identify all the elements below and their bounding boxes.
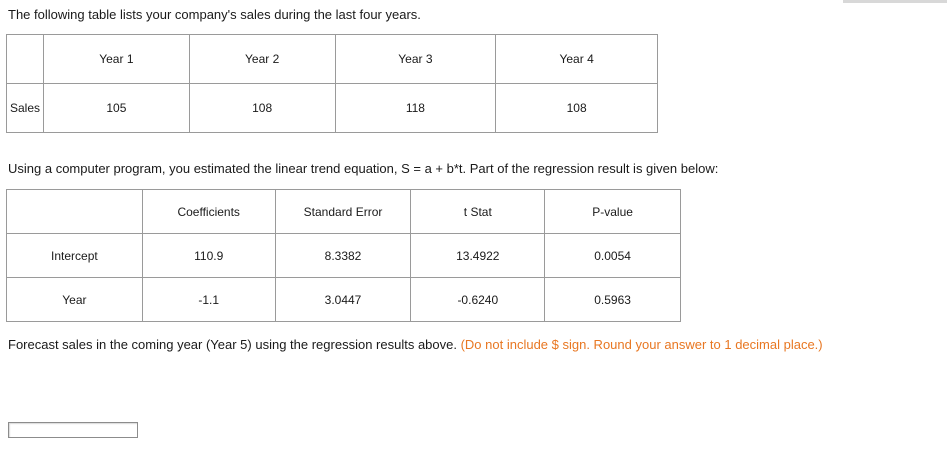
top-scroll-indicator [843, 0, 947, 3]
sales-value-year-2: 108 [189, 84, 335, 133]
sales-value-year-4: 108 [496, 84, 658, 133]
question-main-text: Forecast sales in the coming year (Year 5) using the regression results above. [8, 337, 461, 352]
regression-row-label: Year [7, 278, 143, 322]
sales-row-label: Sales [7, 84, 44, 133]
answer-input[interactable] [8, 422, 138, 438]
sales-header-year-3: Year 3 [335, 35, 496, 84]
regression-cell-t-stat: -0.6240 [411, 278, 545, 322]
sales-header-year-1: Year 1 [43, 35, 189, 84]
regression-row-intercept [7, 234, 681, 278]
sales-header-year-4: Year 4 [496, 35, 658, 84]
sales-value-year-3: 118 [335, 84, 496, 133]
regression-row-label: Intercept [7, 234, 143, 278]
regression-header-t-stat: t Stat [411, 190, 545, 234]
method-text: Using a computer program, you estimated the linear trend equation, S = a + b*t. Part of the regression result is given below: [8, 161, 719, 176]
regression-cell-coefficients: 110.9 [142, 234, 275, 278]
regression-cell-standard-error: 8.3382 [275, 234, 411, 278]
regression-cell-p-value: 0.5963 [545, 278, 681, 322]
regression-header-standard-error: Standard Error [275, 190, 411, 234]
sales-header-year-2: Year 2 [189, 35, 335, 84]
sales-data-row [7, 84, 658, 133]
sales-value-year-1: 105 [43, 84, 189, 133]
intro-text: The following table lists your company's sales during the last four years. [8, 7, 421, 22]
regression-cell-coefficients: -1.1 [142, 278, 275, 322]
sales-header-row [7, 35, 658, 84]
regression-table [6, 189, 681, 322]
regression-cell-standard-error: 3.0447 [275, 278, 411, 322]
regression-row-year [7, 278, 681, 322]
regression-cell-p-value: 0.0054 [545, 234, 681, 278]
sales-header-empty [7, 35, 44, 84]
regression-header-coefficients: Coefficients [142, 190, 275, 234]
regression-header-empty [7, 190, 143, 234]
regression-cell-t-stat: 13.4922 [411, 234, 545, 278]
regression-header-row [7, 190, 681, 234]
regression-header-p-value: P-value [545, 190, 681, 234]
question-note: (Do not include $ sign. Round your answer to 1 decimal place.) [460, 337, 823, 352]
sales-table [6, 34, 658, 133]
question-text [8, 337, 823, 353]
